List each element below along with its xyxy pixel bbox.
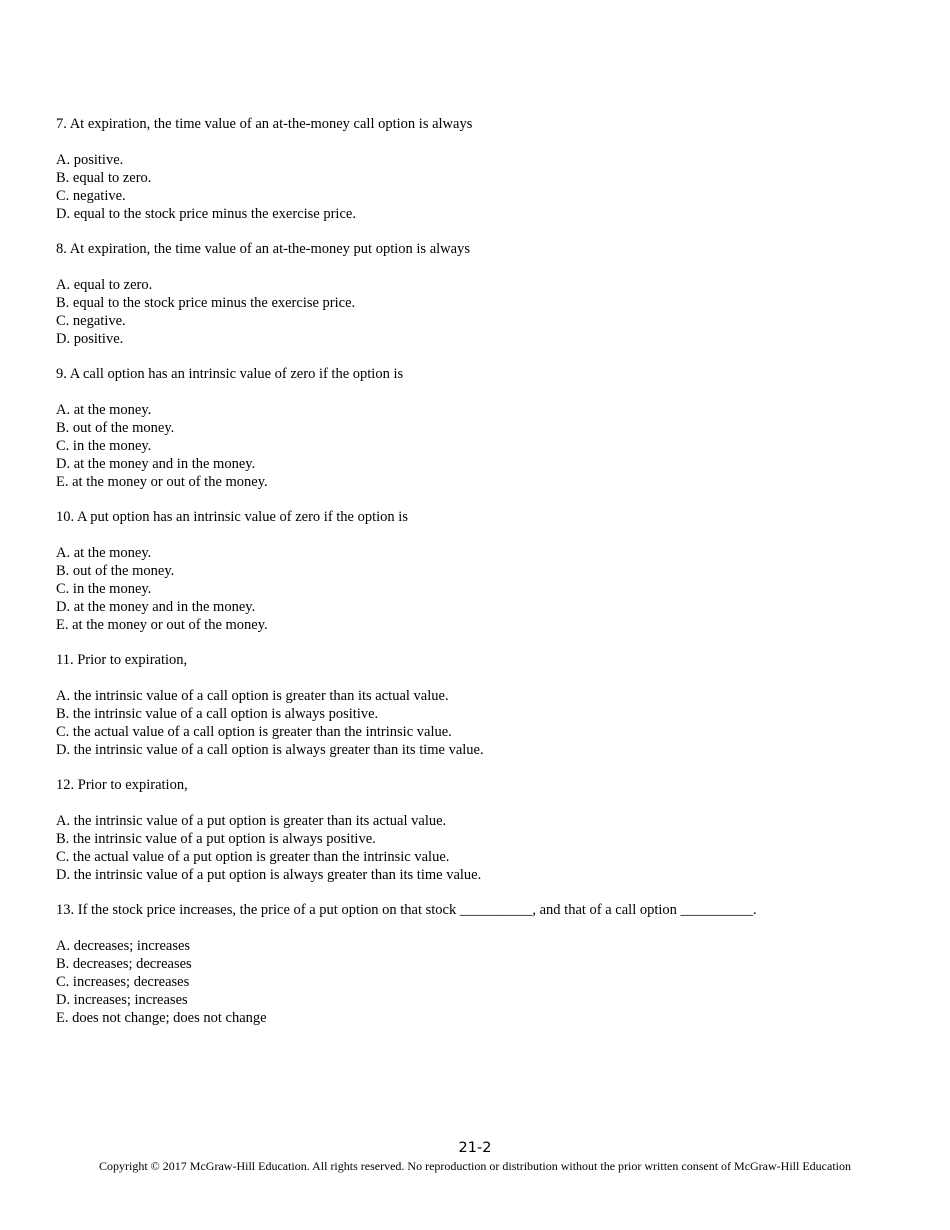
- option-d: D. the intrinsic value of a call option is always greater than its time value.: [56, 742, 484, 758]
- option-b: B. equal to the stock price minus the exercise price.: [56, 295, 356, 311]
- question-stem: 8. At expiration, the time value of an at-the-money put option is always: [56, 241, 470, 257]
- question-10: [56, 508, 916, 634]
- option-list: [56, 276, 916, 348]
- option-a: A. decreases; increases: [56, 938, 191, 954]
- question-list: [56, 115, 916, 1044]
- option-d: D. the intrinsic value of a put option is always greater than its time value.: [56, 867, 482, 883]
- option-list: [56, 544, 916, 634]
- question-stem: 10. A put option has an intrinsic value of zero if the option is: [56, 509, 408, 525]
- option-a: A. at the money.: [56, 402, 152, 418]
- question-stem: 13. If the stock price increases, the price of a put option on that stock __________, and that of a call option __________.: [56, 902, 757, 918]
- option-c: C. negative.: [56, 313, 126, 329]
- question-stem: 12. Prior to expiration,: [56, 777, 188, 793]
- option-d: D. at the money and in the money.: [56, 456, 256, 472]
- option-c: C. negative.: [56, 188, 126, 204]
- question-13: [56, 901, 916, 1027]
- option-b: B. equal to zero.: [56, 170, 152, 186]
- option-b: B. the intrinsic value of a put option is always positive.: [56, 831, 376, 847]
- option-c: C. the actual value of a put option is greater than the intrinsic value.: [56, 849, 450, 865]
- option-e: E. does not change; does not change: [56, 1010, 267, 1026]
- option-b: B. the intrinsic value of a call option is always positive.: [56, 706, 379, 722]
- option-d: D. equal to the stock price minus the exercise price.: [56, 206, 356, 222]
- option-a: A. positive.: [56, 152, 124, 168]
- question-stem: 11. Prior to expiration,: [56, 652, 188, 668]
- option-list: [56, 151, 916, 223]
- option-d: D. increases; increases: [56, 992, 188, 1008]
- option-c: C. in the money.: [56, 438, 152, 454]
- question-7: [56, 115, 916, 223]
- question-11: [56, 651, 916, 759]
- option-d: D. at the money and in the money.: [56, 599, 256, 615]
- question-12: [56, 776, 916, 884]
- option-list: [56, 687, 916, 759]
- copyright-notice: Copyright © 2017 McGraw-Hill Education. All rights reserved. No reproduction or distribution without the prior written consent of McGraw-Hill Education: [99, 1159, 851, 1173]
- option-a: A. equal to zero.: [56, 277, 153, 293]
- option-list: [56, 401, 916, 491]
- option-a: A. at the money.: [56, 545, 152, 561]
- option-list: [56, 812, 916, 884]
- question-9: [56, 365, 916, 491]
- page-number: 21-2: [458, 1140, 492, 1156]
- option-e: E. at the money or out of the money.: [56, 617, 268, 633]
- question-stem: 9. A call option has an intrinsic value of zero if the option is: [56, 366, 404, 382]
- option-b: B. out of the money.: [56, 420, 175, 436]
- option-d: D. positive.: [56, 331, 124, 347]
- option-e: E. at the money or out of the money.: [56, 474, 268, 490]
- option-c: C. in the money.: [56, 581, 152, 597]
- question-8: [56, 240, 916, 348]
- option-list: [56, 937, 916, 1027]
- page-footer: [0, 1138, 950, 1174]
- option-b: B. out of the money.: [56, 563, 175, 579]
- option-c: C. increases; decreases: [56, 974, 190, 990]
- option-b: B. decreases; decreases: [56, 956, 192, 972]
- option-a: A. the intrinsic value of a put option is greater than its actual value.: [56, 813, 447, 829]
- question-stem: 7. At expiration, the time value of an at-the-money call option is always: [56, 116, 473, 132]
- option-c: C. the actual value of a call option is greater than the intrinsic value.: [56, 724, 452, 740]
- option-a: A. the intrinsic value of a call option is greater than its actual value.: [56, 688, 449, 704]
